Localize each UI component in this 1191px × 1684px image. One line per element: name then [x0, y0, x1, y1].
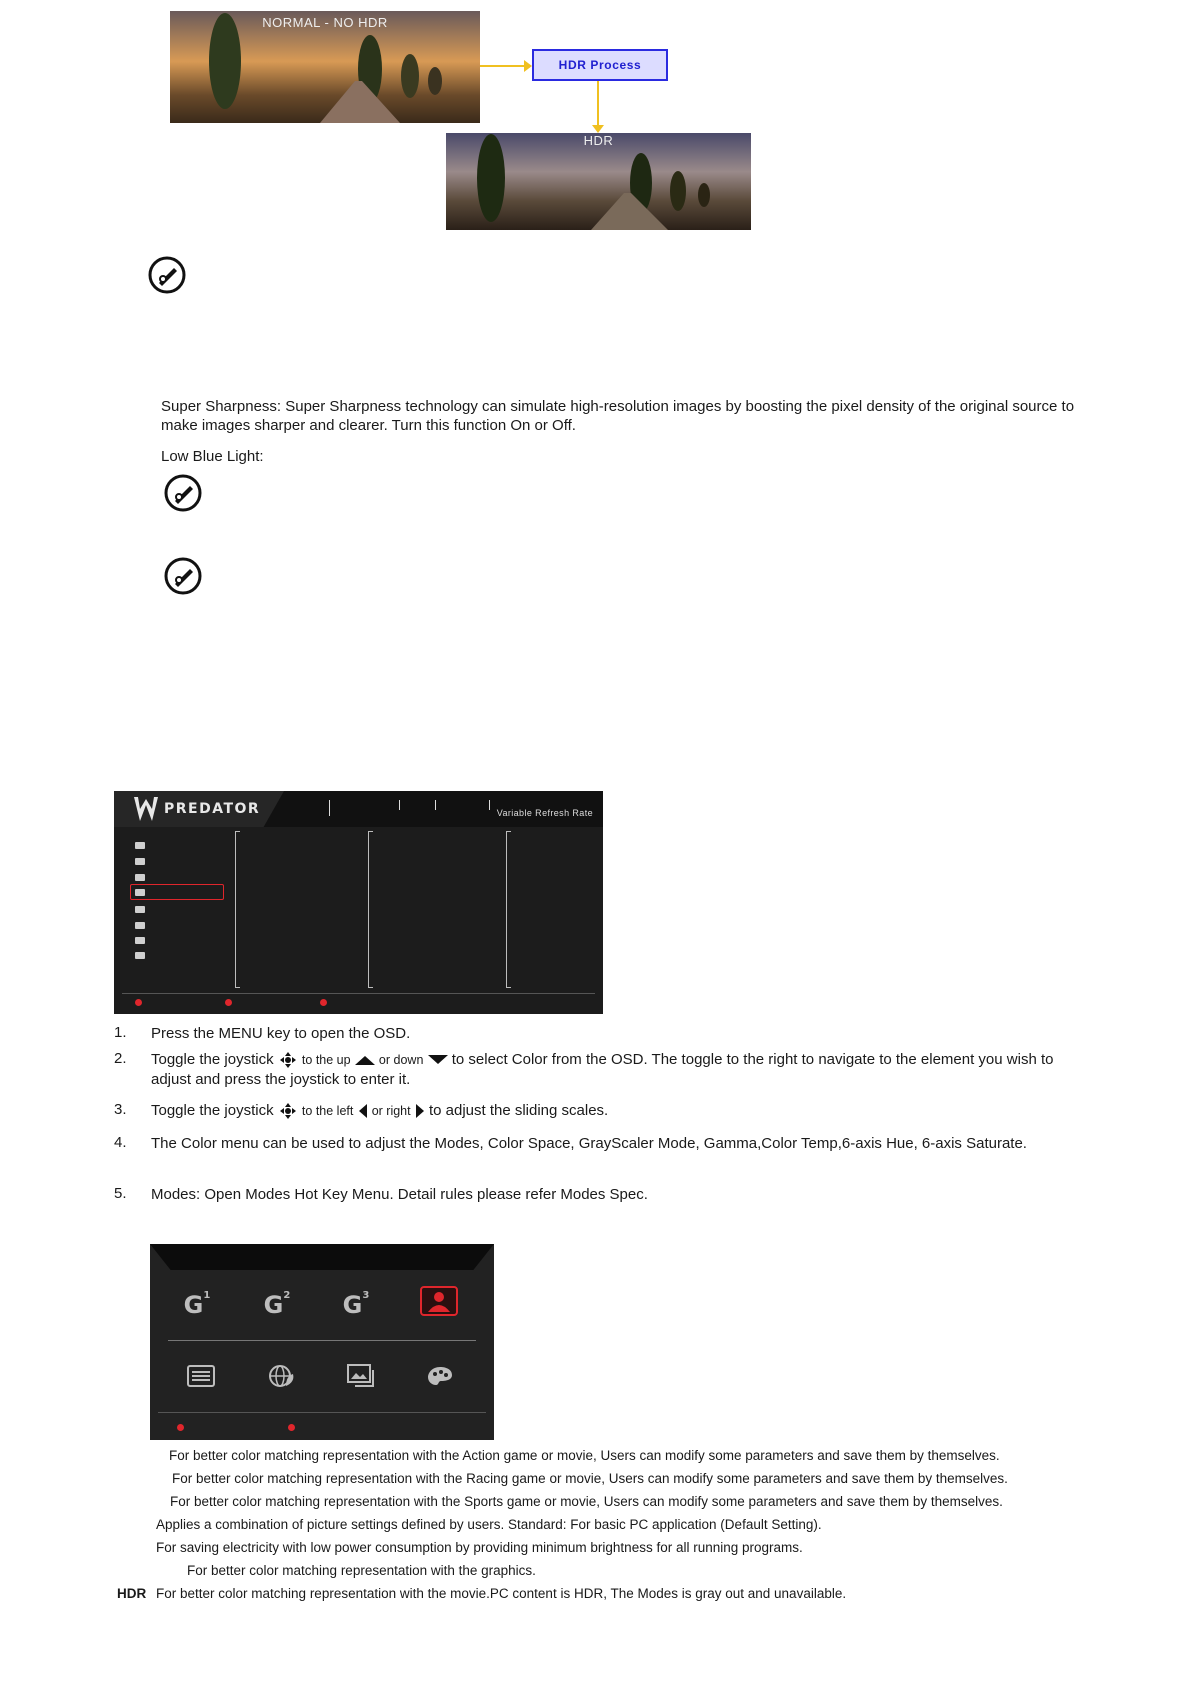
arrow-right-icon [480, 58, 532, 74]
note-icon [163, 556, 203, 596]
tab-divider [329, 800, 330, 816]
game-mode-2-icon[interactable]: $G^2$ [263, 1290, 291, 1319]
step-text-part: Toggle the joystick [151, 1051, 274, 1068]
game-mode-3-icon[interactable]: $G^3$ [342, 1290, 370, 1319]
input-icon[interactable] [135, 842, 145, 849]
step-text-part: Toggle the joystick [151, 1102, 274, 1119]
osd-bottom-divider [122, 993, 595, 994]
user-mode-button[interactable] [420, 1286, 458, 1316]
graphics-icon[interactable] [347, 1364, 377, 1388]
step-text-part: to adjust the sliding scales. [428, 1102, 609, 1119]
step-text: The Color menu can be used to adjust the Modes, Color Space, GrayScaler Mode, Gamma,Color Temp,6-axis Hue, 6-axis Saturate. [151, 1135, 1027, 1152]
step-number: 3. [114, 1101, 127, 1118]
step-text-part: or down [378, 1053, 424, 1067]
normal-photo [170, 11, 480, 123]
mode-description: For better color matching representation with the movie.PC content is HDR, The Modes is gray out and unavailable. [156, 1586, 847, 1601]
modes-bottom-divider [158, 1412, 486, 1413]
osd-menu [114, 791, 603, 1014]
super-sharpness-paragraph: Super Sharpness: Super Sharpness technology can simulate high-resolution images by boosting the pixel density of the original source to make images sharper and clearer. Turn this function On or Off. [161, 398, 1075, 434]
joystick-icon [320, 999, 327, 1006]
submenu-column-bracket [368, 831, 373, 988]
step-text: Modes: Open Modes Hot Key Menu. Detail rules please refer Modes Spec. [151, 1186, 648, 1203]
predator-logo-icon [132, 795, 160, 825]
note-icon [147, 255, 187, 295]
arrow-down-icon [590, 81, 606, 133]
joystick-icon [278, 1103, 298, 1119]
arrow-down-icon [428, 1054, 448, 1066]
low-blue-light-heading: Low Blue Light: [161, 448, 264, 465]
selected-menu-highlight [130, 884, 224, 900]
eco-icon[interactable] [268, 1364, 296, 1388]
mode-description: For better color matching representation with the Racing game or movie, Users can modify some parameters and save them by themselves. [172, 1471, 1008, 1486]
tab-divider [489, 800, 490, 810]
brand-name: PREDATOR [164, 801, 261, 817]
step-text-part: to the left [301, 1104, 354, 1118]
gaming-icon[interactable] [135, 858, 145, 865]
game-mode-1-icon[interactable]: $G^1$ [183, 1290, 211, 1319]
user-icon [422, 1288, 456, 1314]
step-text: Press the MENU key to open the OSD. [151, 1025, 411, 1042]
step-number: 5. [114, 1185, 127, 1202]
variable-refresh-rate-label: Variable Refresh Rate [496, 808, 593, 818]
settings-icon[interactable] [135, 937, 145, 944]
tab-divider [435, 800, 436, 810]
modes-menu-header [150, 1244, 494, 1270]
mode-description: For better color matching representation with the graphics. [187, 1563, 536, 1578]
mode-description: For saving electricity with low power consumption by providing minimum brightness for all running programs. [156, 1540, 803, 1555]
normal-label: NORMAL - NO HDR [262, 15, 388, 30]
step-text [151, 1101, 1096, 1121]
submenu-column-bracket [506, 831, 511, 988]
step-text [151, 1050, 1096, 1089]
osd-icon[interactable] [135, 922, 145, 929]
joystick-icon [288, 1424, 295, 1431]
tab-divider [399, 800, 400, 810]
step-text-part: to select Color from the OSD. The toggle to the right to navigate to the element you wish to adjust and press the joystick to enter it. [151, 1051, 1054, 1088]
step-text-part: to the up [301, 1053, 351, 1067]
mode-description: Applies a combination of picture settings defined by users. Standard: For basic PC application (Default Setting). [156, 1517, 822, 1532]
arrow-up-icon [355, 1054, 375, 1066]
step-number: 1. [114, 1024, 127, 1041]
arrow-left-icon [358, 1104, 368, 1118]
color-palette-icon[interactable] [426, 1365, 454, 1387]
step-number: 2. [114, 1050, 127, 1067]
step-text-part: or right [371, 1104, 411, 1118]
info-icon[interactable] [135, 952, 145, 959]
hdr-process-box: HDR Process [532, 49, 668, 81]
joystick-icon [278, 1052, 298, 1068]
hdr-mode-label: HDR [117, 1586, 147, 1601]
picture-icon[interactable] [135, 874, 145, 881]
joystick-icon [135, 999, 142, 1006]
note-icon [163, 473, 203, 513]
audio-icon[interactable] [135, 906, 145, 913]
mode-description: For better color matching representation with the Action game or movie, Users can modify some parameters and save them by themselves. [169, 1448, 1000, 1463]
step-number: 4. [114, 1134, 127, 1151]
hdr-photo [446, 133, 751, 230]
standard-icon[interactable] [187, 1365, 215, 1387]
modes-divider [168, 1340, 476, 1341]
modes-menu [150, 1244, 494, 1440]
arrow-right-icon [415, 1104, 425, 1118]
joystick-icon [225, 999, 232, 1006]
joystick-icon [177, 1424, 184, 1431]
mode-description: For better color matching representation with the Sports game or movie, Users can modify some parameters and save them by themselves. [170, 1494, 1003, 1509]
submenu-column-bracket [235, 831, 240, 988]
hdr-label: HDR [583, 133, 614, 148]
